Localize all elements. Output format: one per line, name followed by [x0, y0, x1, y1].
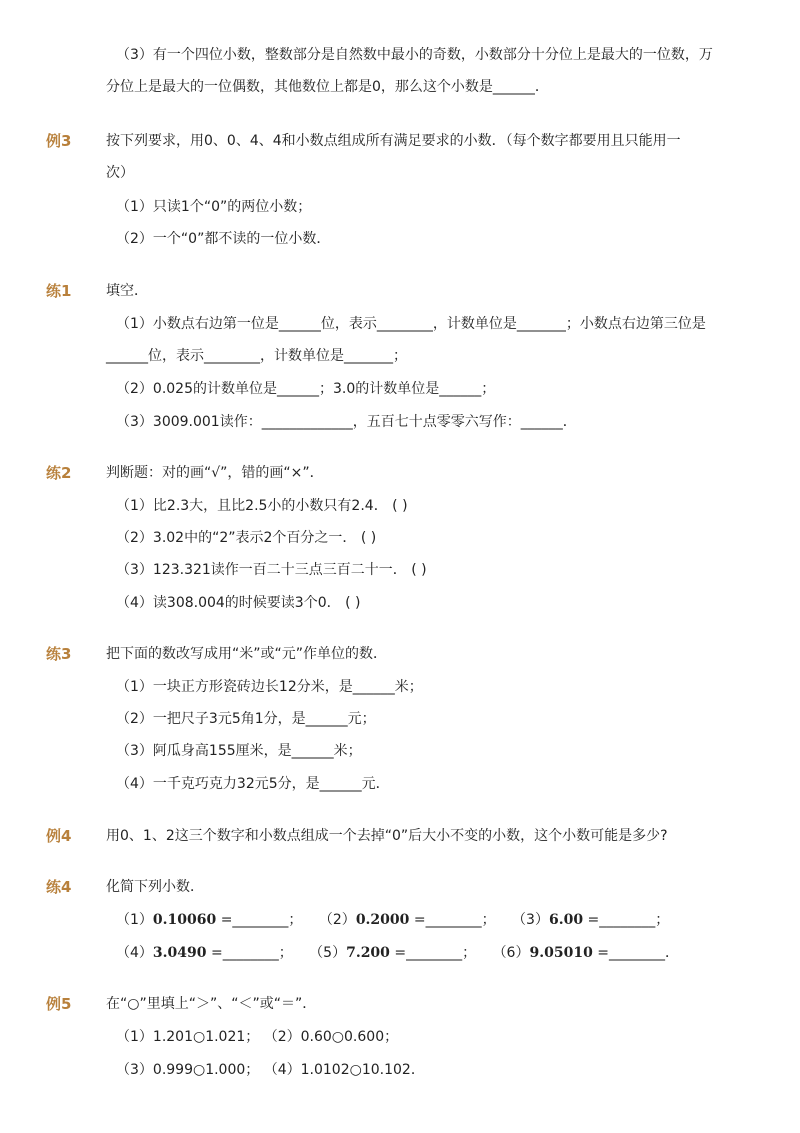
item-number: 6.00	[548, 912, 584, 928]
practice-4-item-4	[116, 945, 293, 961]
example-3-stem-line2: 次）	[106, 165, 134, 181]
example-3-item-1: （1）只读1个“0”的两位小数；	[116, 199, 312, 215]
item-number: 3.0490	[152, 945, 207, 961]
practice-4-row-2	[116, 942, 691, 964]
practice-1-tag: 练1	[46, 282, 72, 300]
item-blank: =________；	[409, 912, 496, 928]
practice-3-item-1: （1）一块正方形瓷砖边长12分米，是______米；	[116, 679, 423, 695]
practice-3-item-4: （4）一千克巧克力32元5分，是______元．	[116, 776, 390, 792]
practice-4-row-1	[116, 909, 681, 931]
practice-1-stem: 填空．	[106, 283, 148, 299]
example-3-stem-line1: 按下列要求，用0、0、4、4和小数点组成所有满足要求的小数．（每个数字都要用且只能用一	[106, 133, 681, 149]
example-5-tag: 例5	[46, 995, 72, 1013]
example-4-stem: 用0、1、2这三个数字和小数点组成一个去掉“0”后大小不变的小数，这个小数可能是多少?	[106, 828, 668, 844]
practice-3-item-2: （2）一把尺子3元5角1分，是______元；	[116, 711, 376, 727]
practice-4-item-5	[309, 945, 476, 961]
practice-2-item-2: （2）3.02中的“2”表示2个百分之一． ( )	[116, 530, 377, 546]
example-3-item-2: （2）一个“0”都不读的一位小数．	[116, 231, 331, 247]
practice-1-item-3: （3）3009.001读作：_____________，五百七十点零零六写作：______．	[116, 414, 577, 430]
item-label: （5）	[309, 945, 347, 961]
item-number: 9.05010	[529, 945, 593, 961]
item-blank: =________；	[583, 912, 670, 928]
item-number: 0.10060	[152, 912, 217, 928]
practice-4-tag: 练4	[46, 878, 72, 896]
example-5-item-row-2: （3）0.999○1.000； （4）1.0102○10.102．	[116, 1062, 425, 1078]
item-label: （3）	[512, 912, 549, 928]
practice-3-tag: 练3	[46, 645, 72, 663]
item-number: 0.2000	[355, 912, 410, 928]
intro-q3-line2: 分位上是最大的一位偶数，其他数位上都是0，那么这个小数是______．	[106, 79, 549, 95]
practice-4-item-6	[493, 945, 679, 961]
practice-3-item-3: （3）阿瓜身高155厘米，是______米；	[116, 743, 362, 759]
practice-1-item-2: （2）0.025的计数单位是______；3.0的计数单位是______；	[116, 381, 496, 397]
item-blank: =________．	[592, 945, 679, 961]
practice-4-stem: 化简下列小数．	[106, 879, 204, 895]
item-blank: =________；	[216, 912, 303, 928]
example-3-tag: 例3	[46, 132, 72, 150]
practice-3-stem: 把下面的数改写成用“米”或“元”作单位的数．	[106, 646, 388, 662]
practice-1-item-1-line1: （1）小数点右边第一位是______位，表示________，计数单位是_______；小数点右边第三位是	[116, 316, 706, 332]
practice-2-item-4: （4）读308.004的时候要读3个0． ( )	[116, 595, 361, 611]
example-5-stem: 在“○”里填上“＞”、“＜”或“＝”．	[106, 996, 317, 1012]
practice-4-item-3	[512, 912, 669, 928]
item-number: 7.200	[346, 945, 390, 961]
practice-4-item-1	[116, 912, 302, 928]
item-label: （1）	[116, 912, 153, 928]
practice-4-item-2	[319, 912, 496, 928]
item-label: （2）	[318, 912, 356, 928]
item-label: （4）	[116, 945, 153, 961]
practice-1-item-1-line2: ______位，表示________，计数单位是_______；	[106, 348, 407, 364]
practice-2-stem: 判断题：对的画“√”，错的画“×”．	[106, 465, 324, 481]
practice-2-item-3: （3）123.321读作一百二十三点三百二十一． ( )	[116, 562, 427, 578]
item-blank: =________；	[389, 945, 477, 961]
practice-2-tag: 练2	[46, 464, 72, 482]
practice-2-item-1: （1）比2.3大，且比2.5小的小数只有2.4． ( )	[116, 498, 408, 514]
item-blank: =________；	[206, 945, 293, 961]
example-4-tag: 例4	[46, 827, 72, 845]
intro-q3-line1: （3）有一个四位小数，整数部分是自然数中最小的奇数，小数部分十分位上是最大的一位数，万	[116, 47, 713, 63]
example-5-item-row-1: （1）1.201○1.021； （2）0.60○0.600；	[116, 1029, 399, 1045]
item-label: （6）	[492, 945, 530, 961]
